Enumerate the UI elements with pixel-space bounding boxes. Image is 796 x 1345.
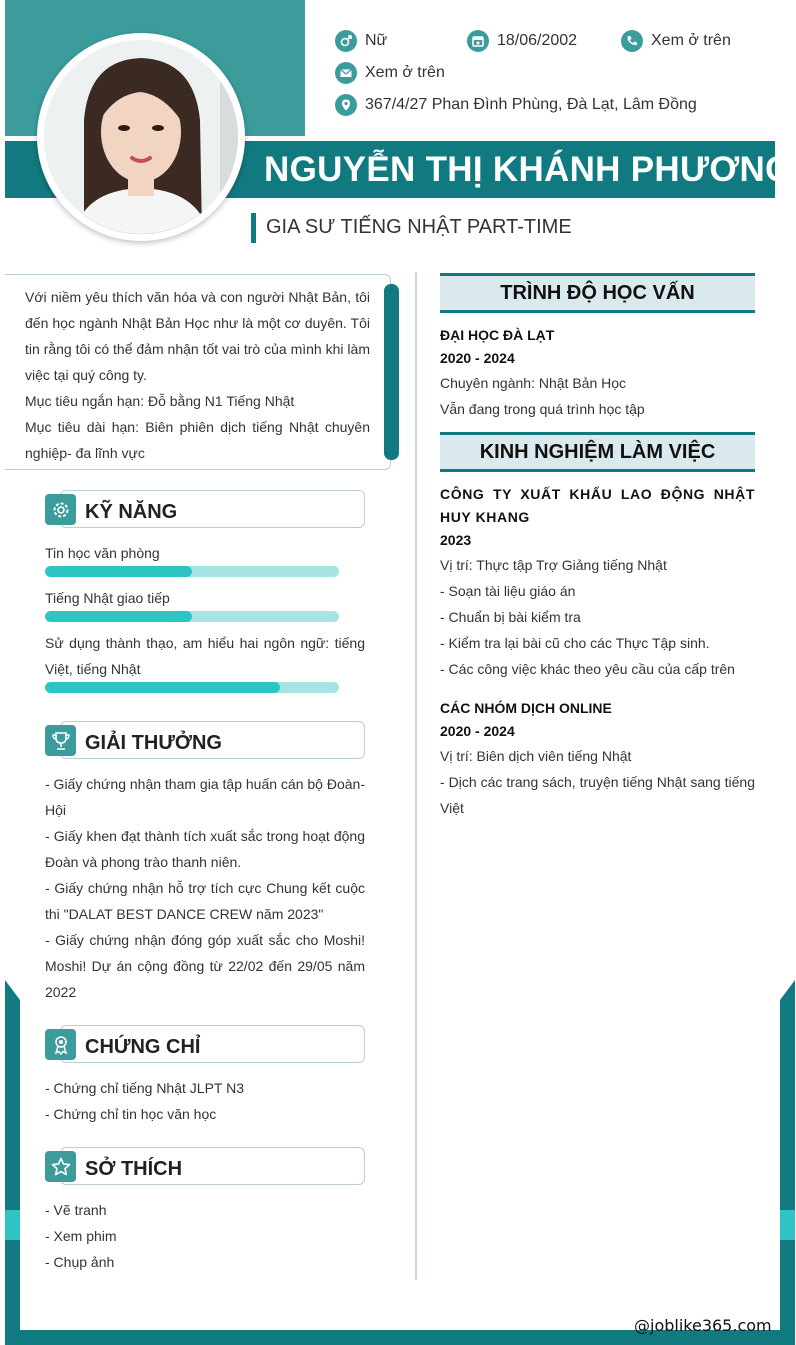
location-icon [335,94,357,116]
email-info [335,62,445,84]
job-line: - Soạn tài liệu giáo án [440,583,576,599]
footer-watermark: @joblike365.com [634,1316,772,1335]
awards-title: GIẢI THƯỞNG [85,732,222,754]
award-item: - Giấy chứng nhận hỗ trợ tích cực Chung kết cuộc thi "DALAT BEST DANCE CREW năm 2023" [45,880,365,922]
phone-info [621,30,731,52]
skill-label: Sử dụng thành thạo, am hiểu hai ngôn ngữ: tiếng Việt, tiếng Nhật [45,635,365,677]
gender-icon [335,30,357,52]
hobby-item: - Vẽ tranh [45,1202,107,1218]
trophy-icon [45,725,76,756]
education-title: TRÌNH ĐỘ HỌC VẤN [440,273,755,313]
certificates-list [45,1075,365,1127]
hobby-item: - Xem phim [45,1228,117,1244]
award-item: - Giấy khen đạt thành tích xuất sắc trong hoạt động Đoàn và phong trào thanh niên. [45,828,365,870]
job-title-bar [251,213,256,243]
job-title: GIA SƯ TIẾNG NHẬT PART-TIME [266,216,572,238]
summary-paragraph: Với niềm yêu thích văn hóa và con người Nhật Bản, tôi đến học ngành Nhật Bản Học như là một cơ duyên. Tôi tin rằng tôi có thể đảm nhận tốt vai trò của mình khi làm việc tại quý công ty. [25,289,370,383]
education-school: ĐẠI HỌC ĐÀ LẠT [440,327,555,343]
skill-bar-fill [45,682,280,693]
frame-right [780,980,795,1345]
job-period: 2023 [440,532,472,548]
gear-icon [45,494,76,525]
job-company: CÁC NHÓM DỊCH ONLINE [440,700,612,716]
award-item: - Giấy chứng nhận tham gia tập huấn cán bộ Đoàn-Hội [45,776,365,818]
avatar [44,40,238,234]
phone-value: Xem ở trên [651,32,731,49]
job-line: - Kiểm tra lại bài cũ cho các Thực Tập sinh. [440,635,710,651]
skill-label: Tiếng Nhật giao tiếp [45,590,170,606]
skill-bar-fill [45,611,192,622]
job-line: Vị trí: Thực tập Trợ Giảng tiếng Nhật [440,557,667,573]
birthday-info [467,30,577,52]
email-value: Xem ở trên [365,64,445,81]
frame-accent-left [5,1210,20,1240]
hobby-item: - Chụp ảnh [45,1254,115,1270]
column-divider [415,272,417,1280]
education-period: 2020 - 2024 [440,350,515,366]
certificates-title: CHỨNG CHỈ [85,1036,201,1058]
awards-list [45,771,365,1005]
job-line: Vị trí: Biên dịch viên tiếng Nhật [440,748,632,764]
birthday-value: 18/06/2002 [497,32,578,49]
address-value: 367/4/27 Phan Đình Phùng, Đà Lạt, Lâm Đồng [365,96,697,113]
certificate-item: - Chứng chỉ tin học văn học [45,1106,217,1122]
skill-bar [45,682,339,693]
skill-bar [45,566,339,577]
award-item: - Giấy chứng nhận đóng góp xuất sắc cho Moshi! Moshi! Dự án cộng đồng từ 22/02 đến 29/05 năm 2022 [45,932,365,1000]
job-company: CÔNG TY XUẤT KHẨU LAO ĐỘNG NHẬT HUY KHANG [440,486,755,525]
job-period: 2020 - 2024 [440,723,515,739]
hobbies-title: SỞ THÍCH [85,1158,183,1180]
calendar-icon [467,30,489,52]
hobbies-list [45,1197,365,1275]
frame-accent-right [780,1210,795,1240]
education-line: Chuyên ngành: Nhật Bản Học [440,375,627,391]
gender-value: Nữ [365,32,388,49]
experience-job [440,483,755,682]
star-icon [45,1151,76,1182]
skills-title: KỸ NĂNG [85,501,178,523]
skill-bar-fill [45,566,192,577]
education-details [440,324,755,422]
phone-icon [621,30,643,52]
summary-scrollbar[interactable] [384,284,399,460]
summary-long-term-goal: Mục tiêu dài hạn: Biên phiên dịch tiếng Nhật chuyên nghiệp- đa lĩnh vực [25,419,370,461]
summary-short-term-goal: Mục tiêu ngắn hạn: Đỗ bằng N1 Tiếng Nhật [25,393,295,409]
job-line: - Các công việc khác theo yêu cầu của cấp trên [440,661,735,677]
medal-icon [45,1029,76,1060]
address-info [335,94,697,116]
job-line: - Dịch các trang sách, truyện tiếng Nhật sang tiếng Việt [440,774,755,816]
education-line: Vẫn đang trong quá trình học tập [440,401,645,417]
experience-title: KINH NGHIỆM LÀM VIỆC [440,432,755,472]
skill-bar [45,611,339,622]
gender-info [335,30,387,52]
experience-job [440,697,755,821]
mail-icon [335,62,357,84]
certificate-item: - Chứng chỉ tiếng Nhật JLPT N3 [45,1080,244,1096]
frame-left [5,980,20,1345]
career-summary [25,284,370,466]
skill-label: Tin học văn phòng [45,545,160,561]
job-line: - Chuẩn bị bài kiểm tra [440,609,581,625]
candidate-name: NGUYỄN THỊ KHÁNH PHƯƠNG [264,150,793,189]
